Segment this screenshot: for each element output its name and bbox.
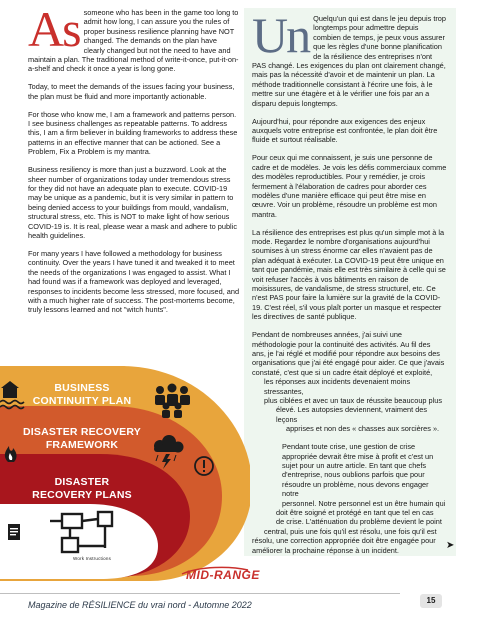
line: d'entreprise, nous oublions parfois que pour — [282, 470, 425, 480]
intro-paragraph-fr — [252, 14, 448, 108]
paragraph-fr-methodology — [252, 330, 448, 433]
paragraph: Today, to meet the demands of the issues facing your business, the plan must be fluid and more importantly actionable. — [28, 82, 235, 101]
mid-range-logo: MID-RANGE — [186, 568, 260, 582]
french-article-column — [244, 8, 456, 556]
line: sujet pour un autre article. En tant que chefs — [282, 460, 427, 470]
line: constaté, c'est que si un cadre était déployé et exploité, — [252, 367, 433, 377]
intro-paragraph — [28, 8, 240, 74]
paragraph-fr: La résilience des entreprises est plus qu'un simple mot à la mode. Regardez le nombre d'organisations aujourd'hui soumises à un stress énorme car elles n'avaient pas de plan adéquat à exécuter. La COVID-19 peut être unique en tant que pandémie, mais elle est très similaire à celle qui se voit refuser l'accès à vos bâtiments en raison de moisissures, de vandalisme, de stress structurel, etc. Ce n'est PAS pour faire la lumière sur la gravité de la COVID-19. C'est réel, s'il vous plaît porter un masque et respecter les directives de santé publique. — [252, 227, 446, 322]
line: méthodologie pour la continuité des activités. Au fil des — [252, 339, 431, 349]
paragraph-fr-crisis — [252, 442, 448, 555]
line: appropriée devrait être mise à profit et c'est un — [282, 451, 434, 461]
paragraph: For many years I have followed a methodology for business continuity. Over the years I have tuned it and tweaked it to meet the needs of the organizations I was engaged to assist. What I had found was if a framework was deployed and leveraged, responses to incidents become less stressed, more focused, and with a much higher rate of success. The post-mortems become, truly lessons learned and not "witch hunts". — [28, 248, 240, 315]
continue-arrow-icon: ➤ — [446, 540, 455, 551]
drop-cap-un: Un — [252, 14, 310, 63]
footer-magazine-title: Magazine de RÉSILIENCE du vrai nord - Automne 2022 — [28, 600, 252, 610]
line: ans, je l'ai réglé et modifié pour répondre aux besoins des — [252, 349, 440, 358]
line: Pendant de nombreuses années, j'ai suivi une — [252, 330, 403, 340]
line: doit être soigné et protégé en tant que tel en cas — [276, 508, 434, 517]
line: personnel. Notre personnel est un être humain qui — [282, 498, 446, 508]
work-instructions-label: Work Instructions — [72, 556, 112, 561]
paragraph-fr: Aujourd'hui, pour répondre aux exigences des enjeux auxquels votre entreprise est confrontée, le plan doit être fluide et surtout réalisable. — [252, 116, 438, 145]
line: de crise. L'atténuation du problème devient le point — [276, 517, 442, 527]
resilience-diagram — [0, 366, 250, 581]
line: organisations que j'ai été engagé pour aider. Ce que j'avais — [252, 358, 445, 368]
clipboard-icon — [8, 524, 20, 540]
line: Pendant toute crise, une gestion de crise — [282, 442, 416, 452]
line: résoudre un problème, nous devons engager notre — [282, 479, 429, 499]
english-article-column — [28, 8, 240, 323]
line: plus ciblées et avec un taux de réussite beaucoup plus — [264, 396, 442, 406]
paragraph: Business resiliency is more than just a buzzword. Look at the sheer number of organizations today under tremendous stress for they did not have an adequate plan to execute. COVID-19 may be unique as a pandemic, but it is very similar in pattern to being denied access to your buildings from mould, vandalism, structural stress, etc. This is NOT to make light of how serious COVID-19 is. It is real, please wear a mask and adhere to public health guidelines. — [28, 165, 237, 241]
page-number: 15 — [420, 594, 442, 608]
intro-text: someone who has been in the game too long to admit how long, I can assure you the rules of proper business resilience planning have NOT changed. The demands on the plan have clearly changed but not the need to have and maintain a plan. The traditional method of write-it-once, put-it-on-a-shelf and check it once a year is long gone. — [28, 8, 239, 74]
paragraph-fr: Pour ceux qui me connaissent, je suis une personne de cadre et de modèles. Je vois les défis commerciaux comme des modèles reproductibles. Pour y remédier, je crois fermement à l'élaboration de cadres pour aborder ces modèles d'une manière efficace qui peut être mise en œuvre. Voir un problème, résoudre un problème est mon mantra. — [252, 153, 447, 219]
intro-text-fr: Quelqu'un qui est dans le jeu depuis trop longtemps pour admettre depuis combien de temps, je peux vous assurer que les règles d'une bonne planification de la résilience des entreprises n'ont PAS changé. Les exigences du plan ont clairement changé, mais pas la nécessité d'avoir et de maintenir un plan. La méthode traditionnelle consistant à l'écrire une fois, à le mettre sur une étagère et à le vérifier une fois par an a disparu depuis longtemps. — [252, 14, 446, 108]
business-continuity-plan-label: BUSINESS CONTINUITY PLAN — [32, 382, 132, 407]
footer-divider — [0, 593, 400, 594]
disaster-recovery-framework-label: DISASTER RECOVERY FRAMEWORK — [23, 426, 141, 451]
line: élevé. Les autopsies deviennent, vraiment des leçons — [276, 405, 428, 424]
line: les réponses aux incidents devenaient moins stressantes, — [264, 377, 411, 396]
disaster-recovery-plans-label: DISASTER RECOVERY PLANS — [32, 476, 132, 501]
line: résolu, une correction appropriée doit être engagée pour — [252, 536, 436, 546]
drop-cap-as: As — [28, 8, 80, 57]
line: central, puis une fois qu'il est résolu, une fois qu'il est — [264, 526, 437, 536]
paragraph: For those who know me, I am a framework and patterns person. I see business challenges as repeatable patterns. To address this, I am a firm believer in building frameworks to address these patterns in an effective manner that can be actioned. See a Problem, Fix a Problem is my mantra. — [28, 109, 238, 157]
line: améliorer la prochaine réponse à un incident. — [252, 545, 399, 555]
line: apprises et non des « chasses aux sorcières ». — [286, 424, 440, 434]
